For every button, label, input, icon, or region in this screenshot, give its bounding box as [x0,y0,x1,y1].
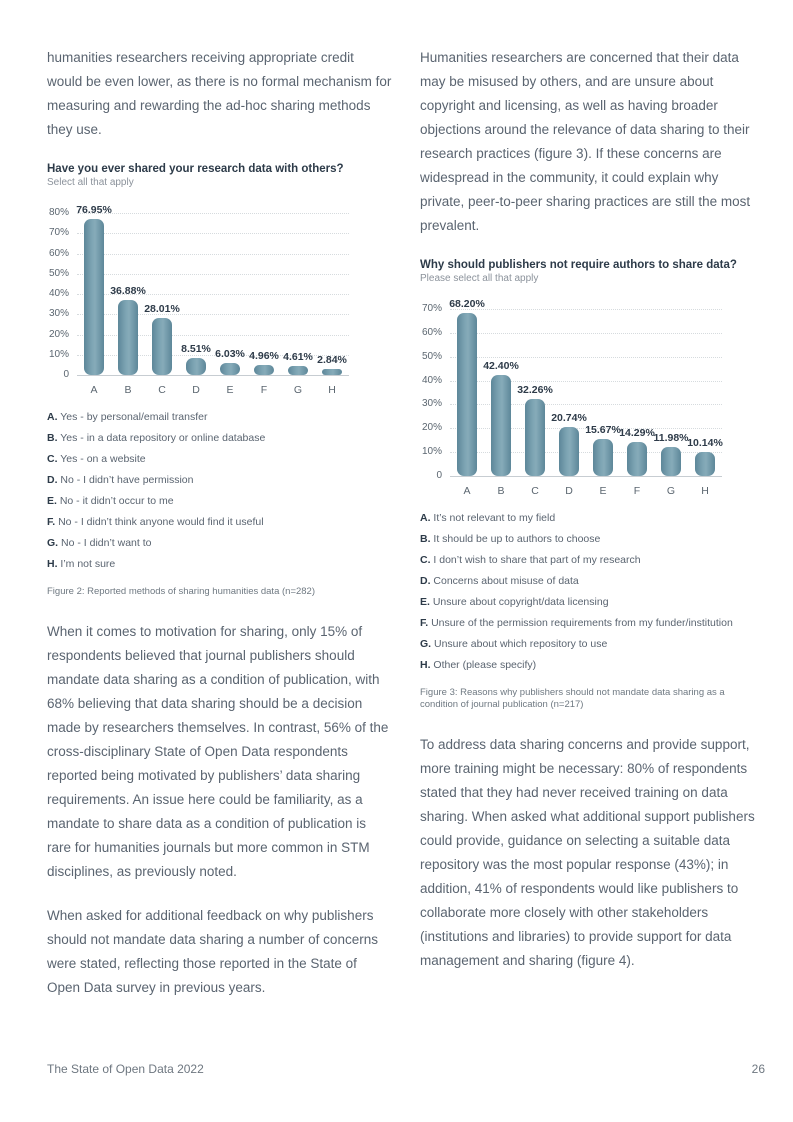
legend-text: No - I didn’t have permission [57,474,194,486]
legend-item [420,533,765,545]
bar-value-label: 76.95% [76,204,112,217]
bar-value-label: 8.51% [181,342,211,355]
bar-value-label: 28.01% [144,303,180,316]
x-axis-label: F [633,485,641,497]
legend-text: It should be up to authors to choose [430,533,601,545]
legend-letter: C. [420,554,431,566]
page-number: 26 [751,1062,765,1076]
legend-letter: E. [420,596,430,608]
bar-E [593,439,613,476]
legend-item [420,575,765,587]
figure2-caption: Figure 2: Reported methods of sharing humanities data (n=282) [47,586,316,597]
bar-value-label: 15.67% [585,423,621,436]
legend-letter: D. [420,575,431,587]
figure2-legend [47,411,392,570]
legend-item [47,411,392,423]
legend-letter: G. [47,537,59,549]
legend-item [420,596,765,608]
x-axis-label: C [158,384,166,396]
y-axis-tick: 50% [48,267,69,279]
legend-text: I don’t wish to share that part of my research [430,554,641,566]
x-axis-label: H [701,485,709,497]
legend-letter: B. [420,533,431,545]
x-axis-label: F [260,384,268,396]
bar-C [152,318,172,375]
gridline [77,213,349,214]
x-axis-label: E [226,384,234,396]
legend-letter: F. [420,617,429,629]
x-axis-label: A [90,384,98,396]
bar-D [559,427,579,476]
legend-letter: H. [47,558,58,570]
legend-text: Unsure of the permission requirements from my funder/institution [428,617,733,629]
y-axis-tick: 40% [48,288,69,299]
bar-value-label: 42.40% [483,359,519,372]
legend-text: Unsure about which repository to use [431,638,608,650]
bar-B [118,300,138,375]
bar-C [525,399,545,476]
bar-value-label: 4.96% [249,349,279,362]
y-axis-tick: 10% [421,446,442,458]
bar-A [457,313,477,476]
legend-text: Unsure about copyright/data licensing [429,596,609,608]
y-axis-tick: 60% [421,326,442,338]
y-axis-tick: 70% [421,303,442,314]
bar-value-label: 10.14% [687,436,723,449]
gridline [450,309,722,310]
legend-item [47,495,392,507]
figure3-caption: Figure 3: Reasons why publishers should not mandate data sharing as a condition of journal publication (n=217) [420,687,725,710]
right-column [420,46,765,1020]
y-axis-tick: 50% [421,350,442,362]
bar-value-label: 2.84% [317,354,347,367]
gridline [77,233,349,234]
gridline [450,333,722,334]
bar-A [84,219,104,375]
bar-value-label: 4.61% [283,350,313,363]
left-column [47,46,392,1020]
paragraph-misuse-concerns: Humanities researchers are concerned that their data may be misused by others, and are unsure about copyright and licensing, as well as having broader objections around the relevance of data sharing to their research practices (figure 3). If these concerns are widespread in the community, it could explain why private, peer-to-peer sharing practices are still the most prevalent. [420,50,751,233]
legend-item [420,638,765,650]
bar-F [627,442,647,476]
legend-text: Concerns about misuse of data [430,575,579,587]
paragraph-credit-mechanism: humanities researchers receiving appropriate credit would be even lower, as there is no formal mechanism for measuring and rewarding the ad-hoc sharing methods they use. [47,50,392,137]
legend-text: It’s not relevant to my field [430,512,556,524]
figure2-title: Have you ever shared your research data with others? [47,163,344,175]
figure3-block [420,258,765,711]
legend-letter: E. [47,495,57,507]
figure3-subtitle: Please select all that apply [420,273,539,284]
paragraph-additional-feedback: When asked for additional feedback on why publishers should not mandate data sharing a number of concerns were stated, reflecting those reported in the State of Open Data survey in previous years. [47,908,378,995]
y-axis-tick: 30% [421,398,442,410]
x-axis-label: D [565,485,573,497]
x-axis-label: B [124,384,132,396]
y-axis-tick: 70% [48,227,69,239]
bar-H [322,369,342,375]
bar-G [288,366,308,375]
legend-letter: A. [47,411,58,423]
legend-item [420,554,765,566]
legend-item [420,512,765,524]
legend-text: Other (please specify) [430,659,537,671]
bar-value-label: 20.74% [551,411,587,424]
bar-F [254,365,274,375]
x-axis-label: D [192,384,200,396]
gridline [77,274,349,275]
bar-value-label: 36.88% [110,285,146,298]
figure3-title: Why should publishers not require authors to share data? [420,259,737,271]
legend-text: Yes - in a data repository or online database [57,432,266,444]
y-axis-tick: 0 [436,470,442,481]
bar-H [695,452,715,476]
legend-letter: C. [47,453,58,465]
bar-value-label: 11.98% [653,432,689,445]
plot-area [449,298,723,497]
figure3-legend [420,512,765,671]
x-axis-label: C [531,485,539,497]
y-axis-tick: 60% [48,247,69,259]
bar-G [661,447,681,476]
page-footer [47,1062,765,1076]
y-axis-tick: 20% [421,422,442,434]
legend-text: No - I didn’t want to [58,537,152,549]
x-axis-label: A [463,485,471,497]
y-axis-tick: 20% [48,328,69,340]
x-axis-line [450,476,722,477]
legend-item [47,558,392,570]
footer-report-title: The State of Open Data 2022 [47,1062,204,1076]
bar-value-label: 32.26% [517,384,553,397]
gridline [450,357,722,358]
legend-letter: F. [47,516,56,528]
bar-value-label: 6.03% [215,347,245,360]
x-axis-label: H [328,384,336,396]
x-axis-label: G [666,485,676,497]
x-axis-label: B [497,485,505,497]
legend-letter: G. [420,638,432,650]
legend-item [47,516,392,528]
legend-text: Yes - by personal/email transfer [57,411,208,423]
figure2-block [47,162,392,598]
legend-item [420,659,765,671]
legend-letter: A. [420,512,431,524]
gridline [77,254,349,255]
bar-B [491,375,511,476]
legend-letter: H. [420,659,431,671]
legend-letter: B. [47,432,58,444]
legend-letter: D. [47,474,58,486]
y-axis-tick: 30% [48,308,69,320]
bar-value-label: 68.20% [449,298,485,311]
x-axis-label: E [599,485,607,497]
bar-D [186,358,206,375]
figure3-bar-chart [420,291,722,500]
legend-text: I’m not sure [57,558,116,570]
bar-value-label: 14.29% [619,426,655,439]
legend-item [47,537,392,549]
legend-item [47,474,392,486]
y-axis-tick: 80% [48,207,69,218]
plot-area [76,204,349,396]
y-axis-tick: 40% [421,374,442,386]
bar-E [220,363,240,375]
x-axis-line [77,375,349,376]
legend-text: Yes - on a website [57,453,146,465]
legend-item [47,453,392,465]
legend-text: No - it didn’t occur to me [56,495,174,507]
x-axis-label: G [293,384,303,396]
y-axis-tick: 0 [63,369,69,380]
figure2-subtitle: Select all that apply [47,177,134,188]
paragraph-training-support: To address data sharing concerns and provide support, more training might be necessary: 80% of respondents stated that they had never received training on data sharing. When asked what additional support publishers could provide, guidance on selecting a suitable data repository was the most popular response (43%); in addition, 41% of respondents would like publishers to collaborate more closely with other stakeholders (institutions and libraries) to provide support for data management and sharing (figure 4). [420,737,755,968]
legend-item [47,432,392,444]
legend-text: No - I didn’t think anyone would find it useful [55,516,264,528]
legend-item [420,617,765,629]
y-axis-tick: 10% [48,348,69,360]
figure2-bar-chart [47,195,349,399]
paragraph-motivation-sharing: When it comes to motivation for sharing, only 15% of respondents believed that journal publishers should mandate data sharing as a condition of publication, with 68% believing that data sharing should be a decision made by researchers themselves. In contrast, 56% of the cross-disciplinary State of Open Data respondents reported being motivated by publishers’ data sharing requirements. An issue here could be familiarity, as a mandate to share data as a condition of publication is rare for humanities journals but more common in STM disciplines, as previously noted. [47,624,389,879]
